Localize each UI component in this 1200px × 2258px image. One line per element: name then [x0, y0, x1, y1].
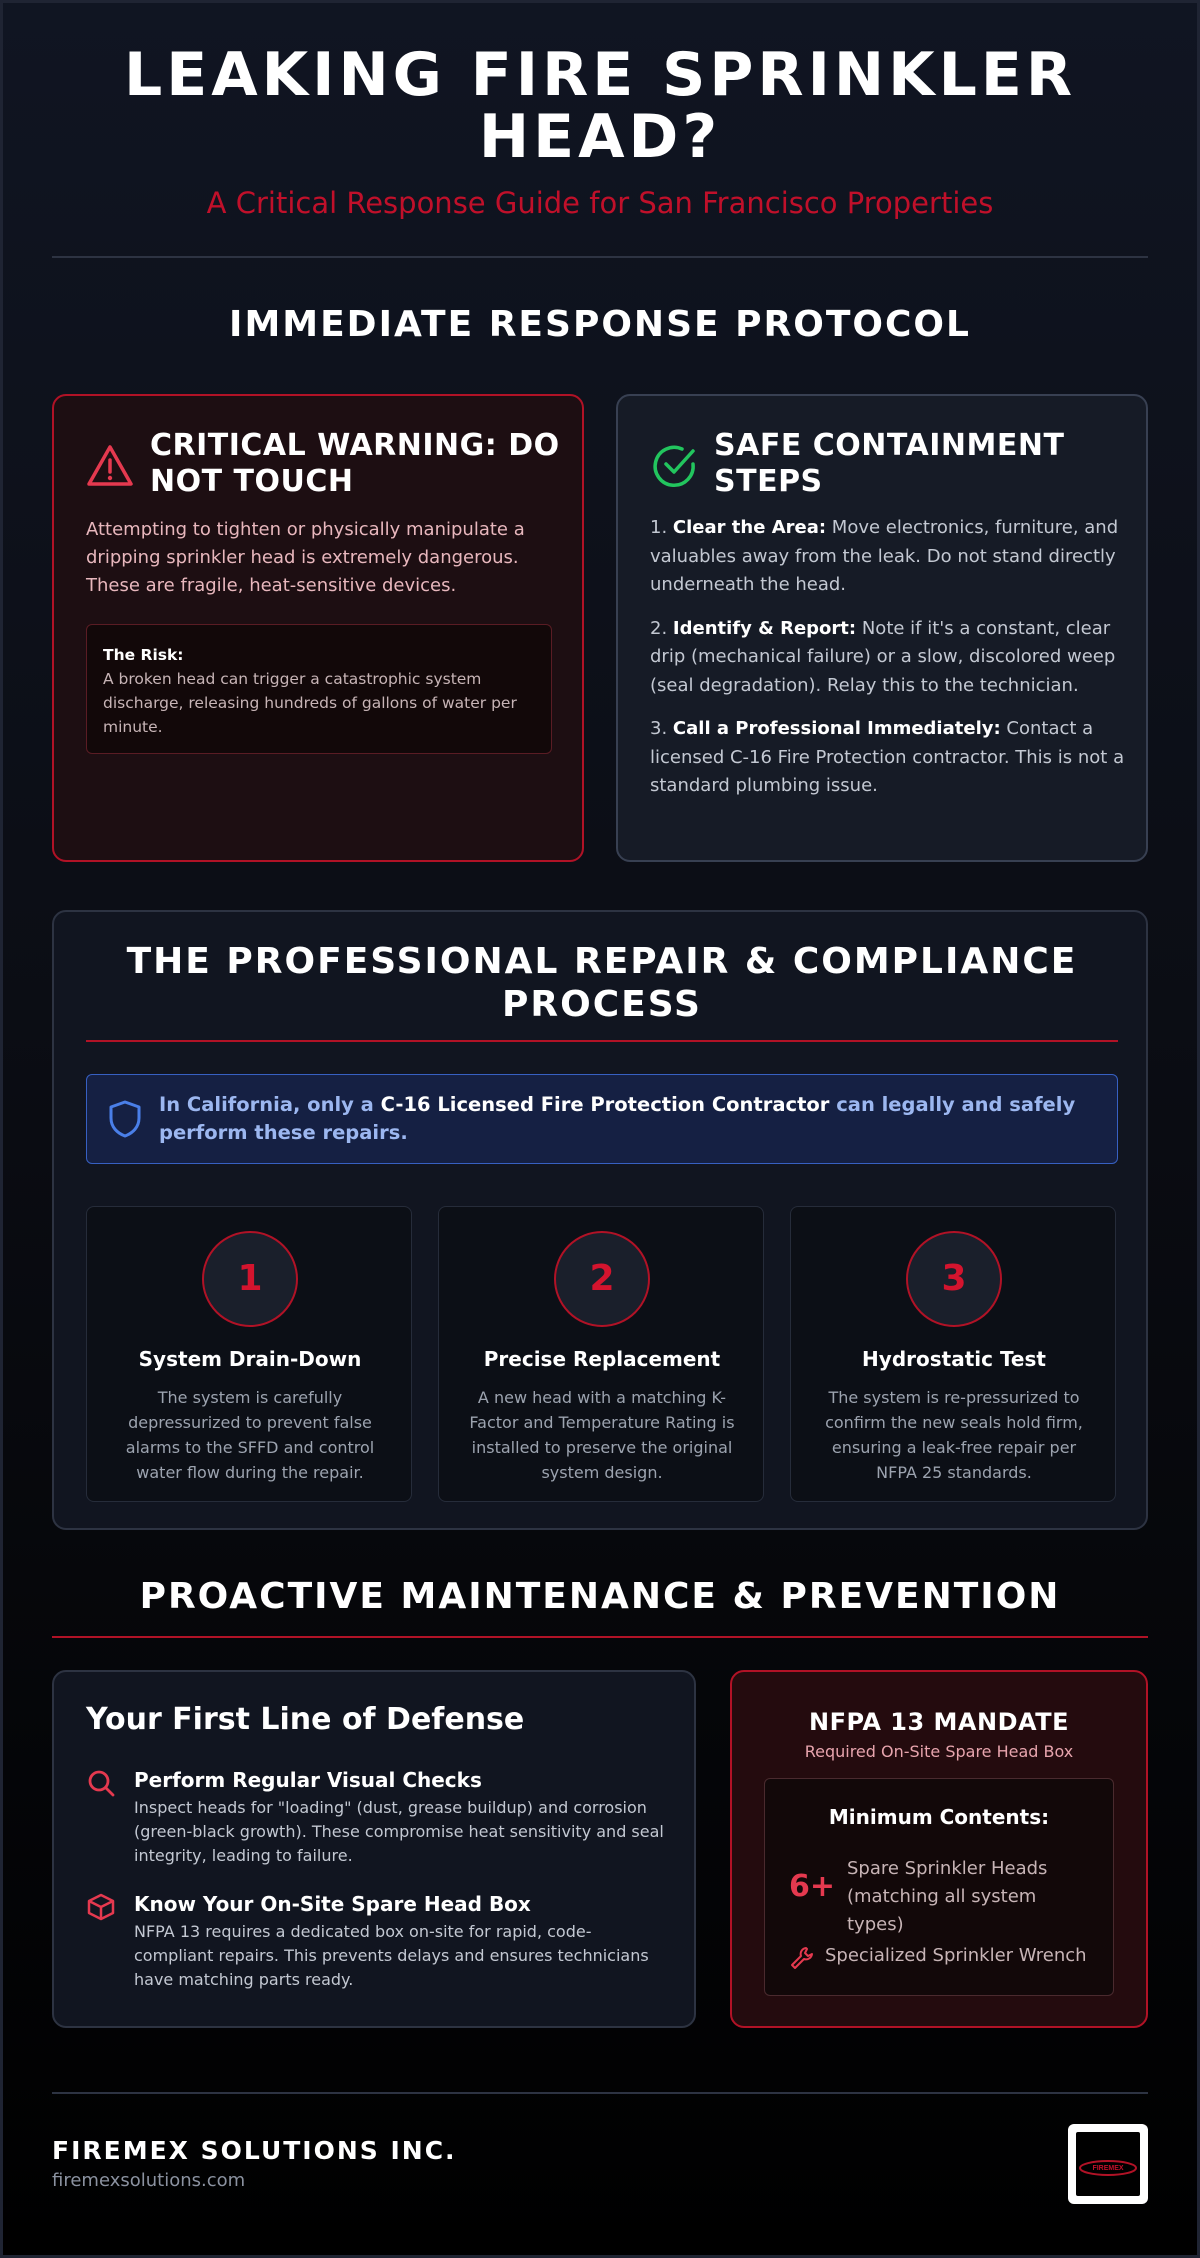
defense-title: Your First Line of Defense [86, 1702, 525, 1737]
risk-label: The Risk: [103, 646, 184, 664]
step-text: The system is carefully depressurized to prevent false alarms to the SFFD and control water flow during the repair. [125, 1388, 375, 1482]
contents-title: Minimum Contents: [828, 1805, 1050, 1829]
page-title: LEAKING FIRE SPRINKLER HEAD? [123, 40, 1077, 172]
defense-item-title: Perform Regular Visual Checks [134, 1768, 482, 1792]
wrench-text: Specialized Sprinkler Wrench [825, 1945, 1087, 1966]
safe-title: SAFE CONTAINMENT STEPS [714, 428, 1065, 499]
step-text: A new head with a matching K-Factor and Temperature Rating is installed to preserve the original system design. [469, 1388, 735, 1482]
risk-box [86, 624, 552, 754]
license-notice [86, 1074, 1118, 1164]
step-number: 1 [202, 1231, 298, 1327]
defense-item-title: Know Your On-Site Spare Head Box [134, 1892, 531, 1916]
svg-text:FIREMEX: FIREMEX [1092, 2165, 1124, 2172]
spare-box-contents [764, 1778, 1114, 1996]
nfpa-mandate-card [730, 1670, 1148, 2028]
critical-warning-card [52, 394, 584, 862]
nfpa-subtitle: Required On-Site Spare Head Box [804, 1742, 1074, 1761]
step-text: The system is re-pressurized to confirm the new seals hold firm, ensuring a leak-free repair per NFPA 25 standards. [825, 1388, 1083, 1482]
company-logo [1068, 2124, 1148, 2204]
safe-step: 2. Identify & Report: Note if it's a constant, clear drip (mechanical failure) or a slow, discolored weep (seal degradation). Relay this to the technician. [650, 617, 1116, 696]
maintenance-divider [52, 1636, 1148, 1638]
footer-divider [52, 2092, 1148, 2094]
company-website[interactable]: firemexsolutions.com [52, 2170, 246, 2191]
check-circle-icon [650, 442, 698, 490]
warning-triangle-icon [86, 442, 134, 490]
safe-steps-list [650, 514, 1126, 816]
warning-title: CRITICAL WARNING: DO NOT TOUCH [150, 428, 560, 499]
wrench-icon [789, 1945, 815, 1971]
step-title: Precise Replacement [483, 1347, 721, 1371]
immediate-response-heading: IMMEDIATE RESPONSE PROTOCOL [229, 304, 971, 345]
defense-item-text: Inspect heads for "loading" (dust, grease buildup) and corrosion (green-black growth). These compromise heat sensitivity and seal integrity, leading to failure. [134, 1798, 664, 1865]
search-icon [86, 1768, 116, 1798]
spare-head-text: Spare Sprinkler Heads (matching all system types) [847, 1858, 1048, 1935]
process-step-card [86, 1206, 412, 1502]
step-number: 2 [554, 1231, 650, 1327]
process-heading: THE PROFESSIONAL REPAIR & COMPLIANCE PROCESS [126, 941, 1078, 1025]
shield-icon [107, 1099, 143, 1139]
spare-head-count: 6+ [789, 1869, 836, 1904]
logo-emblem [1076, 2132, 1140, 2196]
process-step-card [438, 1206, 764, 1502]
maintenance-heading: PROACTIVE MAINTENANCE & PREVENTION [139, 1576, 1061, 1617]
step-title: Hydrostatic Test [862, 1347, 1046, 1371]
process-divider [86, 1040, 1118, 1042]
step-title: System Drain-Down [138, 1347, 362, 1371]
step-number: 3 [906, 1231, 1002, 1327]
header-divider [52, 256, 1148, 258]
risk-text: A broken head can trigger a catastrophic system discharge, releasing hundreds of gallons of water per minute. [103, 670, 517, 736]
license-text: In California, only a C-16 Licensed Fire Protection Contractor can legally and safely perform these repairs. [159, 1093, 1076, 1144]
repair-process-card [52, 910, 1148, 1530]
warning-text: Attempting to tighten or physically manipulate a dripping sprinkler head is extremely dangerous. These are fragile, heat-sensitive devices. [86, 519, 525, 596]
defense-item-text: NFPA 13 requires a dedicated box on-site for rapid, code-compliant repairs. This prevents delays and ensures technicians have matching parts ready. [134, 1922, 649, 1989]
nfpa-title: NFPA 13 MANDATE [809, 1708, 1069, 1736]
page-subtitle: A Critical Response Guide for San Francisco Properties [206, 186, 994, 220]
safe-step: 1. Clear the Area: Move electronics, furniture, and valuables away from the leak. Do not stand directly underneath the head. [650, 517, 1119, 595]
safe-containment-card [616, 394, 1148, 862]
logo-mark [1076, 2132, 1140, 2196]
company-name: FIREMEX SOLUTIONS INC. [52, 2136, 457, 2165]
process-step-card [790, 1206, 1116, 1502]
box-icon [86, 1892, 116, 1922]
first-line-defense-card [52, 1670, 696, 2028]
safe-step: 3. Call a Professional Immediately: Contact a licensed C-16 Fire Protection contractor. This is not a standard plumbing issue. [650, 718, 1125, 796]
